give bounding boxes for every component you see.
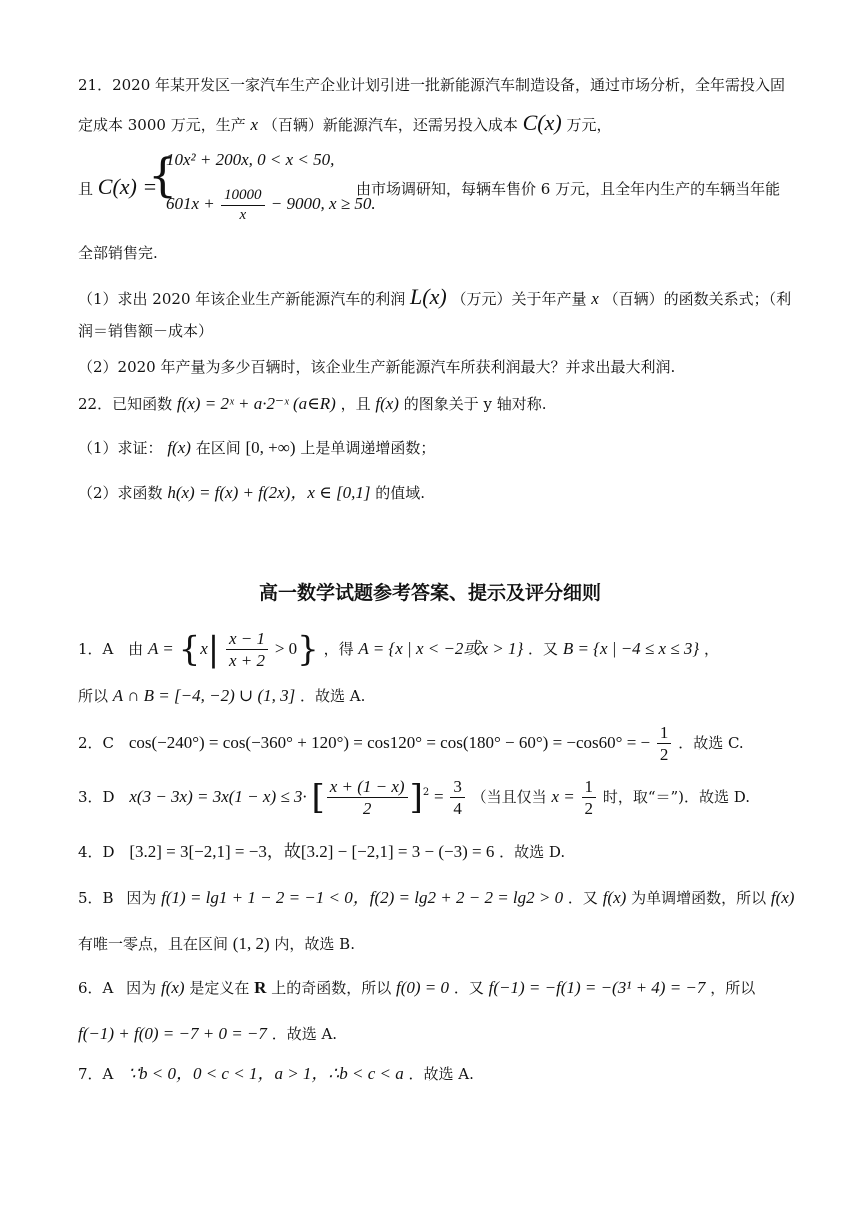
- a3-expr: x(3 − 3x) = 3x(1 − x) ≤ 3·: [129, 786, 307, 806]
- answer-3: [78, 776, 750, 820]
- a6-text3: 上的奇函数，所以: [271, 979, 392, 997]
- a7-end: ．故选 A.: [408, 1065, 474, 1083]
- a6-text1: 因为: [126, 979, 157, 997]
- a3-den2: 4: [453, 799, 462, 819]
- answer-6-cont: [78, 1024, 337, 1044]
- a6b-end: ．故选 A.: [271, 1025, 338, 1043]
- a2-expr: cos(−240°) = cos(−360° + 120°) = cos120° = cos(180° − 60°) = −cos60° = −: [128, 732, 651, 752]
- a1b-end: ．故选 A.: [300, 687, 366, 705]
- a1-setB: B = {x | −4 ≤ x ≤ 3}: [562, 638, 700, 658]
- a7-label: 7．A: [78, 1065, 114, 1083]
- a6-text2: 是定义在: [189, 979, 250, 997]
- a5-label: 5．B: [78, 889, 114, 907]
- a1-lbrace: {: [178, 629, 201, 670]
- a3-den3: 2: [584, 799, 594, 819]
- q21-part1-cont: 润＝销售额－成本）: [78, 322, 214, 340]
- a5-text1: 因为: [126, 889, 157, 907]
- a6b-expr: f(−1) + f(0) = −7 + 0 = −7: [78, 1024, 267, 1043]
- q21-line2-b: （百辆）新能源汽车，还需另投入成本: [262, 116, 518, 134]
- q21-case2-den: x: [239, 206, 247, 223]
- a4-expr: [3.2] = 3[−2,1] = −3，故[3.2] − [−2,1] = 3 − (−3) = 6: [129, 842, 495, 861]
- q21-p1-a: （1）求出 2020 年该企业生产新能源汽车的利润: [78, 290, 406, 308]
- a5-expr1: f(1) = lg1 + 1 − 2 = −1 < 0，f(2) = lg2 + 2 − 2 = lg2 > 0: [161, 888, 564, 907]
- a1-text1: 由: [128, 639, 144, 658]
- answers-title: 高一数学试题参考答案、提示及评分细则: [258, 582, 601, 604]
- a6-expr2: f(−1) = −f(1) = −(3¹ + 4) = −7: [488, 978, 706, 997]
- q22-p1-a: （1）求证：: [78, 439, 163, 457]
- a1-rbrace: }: [297, 629, 319, 670]
- a2-den: 2: [659, 745, 669, 765]
- a6-label: 6．A: [78, 979, 114, 997]
- q21-line3-prefix: [78, 174, 157, 200]
- a5-text2: ．又: [567, 889, 598, 907]
- q21-var-x: x: [250, 115, 259, 134]
- q21-line3-suffix: 由市场调研知，每辆车售价 6 万元，且全年内生产的车辆当年能: [356, 180, 781, 198]
- q22-p1-interval: [0, +∞): [245, 438, 296, 457]
- q22-part1: [78, 438, 435, 458]
- a1-label: 1．A: [78, 639, 114, 658]
- answer-2: [78, 722, 744, 766]
- a2-num: 1: [657, 722, 672, 744]
- answer-1: [78, 628, 719, 672]
- a3-lbracket: [: [311, 777, 325, 818]
- q21-part2: （2）2020 年产量为多少百辆时，该企业生产新能源汽车所获利润最大？并求出最大利润.: [78, 358, 676, 376]
- answer-4: [78, 842, 565, 862]
- a1-setA: A =: [147, 638, 174, 658]
- a2-end: ．故选 C.: [678, 733, 744, 752]
- q21-case2-frac: [221, 186, 265, 225]
- a6-expr1: f(0) = 0: [396, 978, 450, 997]
- q21-line1: 21．2020 年某开发区一家汽车生产企业计划引进一批新能源汽车制造设备，通过市场分析，全年需投入固: [78, 76, 786, 94]
- q22-l1-c: 的图象关于 y 轴对称.: [403, 395, 547, 413]
- a3-num3: 1: [582, 776, 597, 798]
- q22-func-def: f(x) = 2ˣ + a·2⁻ˣ (a∈R): [176, 394, 336, 413]
- a1b-expr: A ∩ B = [−4, −2) ∪ (1, 3]: [112, 686, 296, 705]
- q21-case2: [166, 186, 376, 225]
- a3-x: x =: [551, 786, 575, 806]
- a3-frac: [327, 776, 408, 820]
- q21-var-x-2: x: [591, 289, 599, 308]
- a1-bar: |: [207, 629, 220, 670]
- a3-square: 2: [422, 786, 430, 798]
- q21-case2-b: − 9000, x ≥ 50.: [270, 194, 376, 214]
- q21-part1: [78, 284, 791, 310]
- answer-5-cont: [78, 934, 355, 954]
- q22-p1-fx: f(x): [167, 438, 191, 457]
- q21-line2: [78, 110, 612, 136]
- a1-text2: ，得: [323, 639, 354, 658]
- a5-text3: 为单调增函数，所以: [631, 889, 767, 907]
- a6-R: R: [254, 978, 267, 997]
- a1-x: x: [200, 638, 208, 658]
- q21-line4: 全部销售完.: [78, 244, 158, 262]
- a3-den: 2: [362, 799, 372, 819]
- q21-line2-a: 定成本 3000 万元，生产: [78, 116, 246, 134]
- q21-profit-func: L(x): [410, 284, 447, 309]
- a1-end: ，: [703, 639, 719, 658]
- a4-end: ．故选 D.: [499, 843, 566, 861]
- a3-rbracket: ]: [409, 777, 423, 818]
- a3-note: （当且仅当: [471, 787, 547, 806]
- a3-end: 时，取“＝”)．故选 D.: [602, 787, 751, 806]
- a1-frac: [226, 628, 268, 672]
- q22-p2-expr: h(x) = f(x) + f(2x)，x ∈ [0,1]: [167, 483, 371, 502]
- q21-cost-func: C(x): [522, 110, 562, 135]
- a1-den: x + 2: [229, 651, 266, 671]
- a4-label: 4．D: [78, 843, 115, 861]
- q21-case2-num: 10000: [221, 186, 265, 206]
- a1-result: A = {x | x < −2或x > 1}: [358, 638, 524, 658]
- q21-line2-c: 万元，: [566, 116, 612, 134]
- answer-5: [78, 888, 794, 908]
- a6-text4: ．又: [453, 979, 484, 997]
- a2-label: 2．C: [78, 733, 115, 752]
- q22-p2-b: 的值域.: [375, 484, 425, 502]
- q21-case1: 10x² + 200x, 0 < x < 50,: [166, 150, 335, 169]
- a3-frac3: [582, 776, 597, 820]
- a1b-text: 所以: [78, 687, 109, 705]
- a3-num2: 3: [450, 776, 465, 798]
- a1-text3: ．又: [528, 639, 559, 658]
- q21-p1-b: （万元）关于年产量: [451, 290, 587, 308]
- a5b-text1: 有唯一零点，且在区间: [78, 935, 229, 953]
- a5-fx: f(x): [602, 888, 627, 907]
- a3-label: 3．D: [78, 787, 115, 806]
- q21-cost-func-2: C(x) =: [97, 174, 158, 199]
- a7-expr: ∵b < 0，0 < c < 1，a > 1，∴b < c < a: [128, 1064, 404, 1083]
- q22-p2-a: （2）求函数: [78, 484, 163, 502]
- q22-p1-c: 上是单调递增函数；: [300, 439, 436, 457]
- a6-text5: ，所以: [710, 979, 756, 997]
- q22-l1-a: 22．已知函数: [78, 395, 173, 413]
- a5b-text2: 内，故选 B.: [274, 935, 355, 953]
- a5-fx-2: f(x): [770, 888, 795, 907]
- answer-1-cont: [78, 686, 365, 706]
- a3-num: x + (1 − x): [327, 776, 408, 798]
- q21-and: 且: [78, 180, 94, 198]
- q22-part2: [78, 483, 425, 503]
- a3-eq: =: [434, 786, 444, 806]
- a1-num: x − 1: [226, 628, 268, 650]
- a1-gt: > 0: [274, 638, 298, 658]
- q21-brace: {: [148, 148, 178, 202]
- a2-frac: [657, 722, 672, 766]
- q22-line1: [78, 394, 547, 414]
- a6-fx: f(x): [160, 978, 185, 997]
- q22-p1-b: 在区间: [195, 439, 241, 457]
- a5b-interval: (1, 2): [232, 934, 270, 953]
- a3-frac2: [450, 776, 465, 820]
- answer-6: [78, 978, 755, 998]
- q21-case2-a: 601x +: [166, 194, 215, 214]
- q22-l1-b: ，且: [340, 395, 371, 413]
- q21-p1-c: （百辆）的函数关系式；（利: [603, 290, 792, 308]
- answer-7: [78, 1064, 474, 1084]
- q22-fx: f(x): [375, 394, 399, 413]
